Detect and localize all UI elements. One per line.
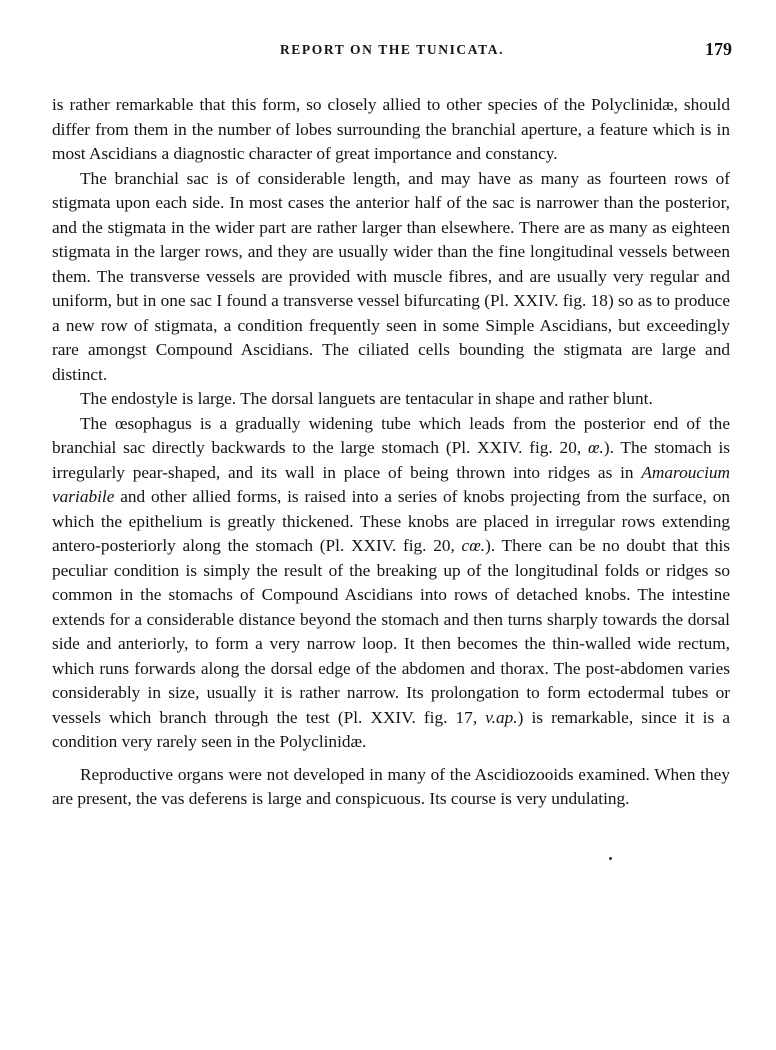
text-run: The endostyle is large. The dorsal languets are tentacular in shape and rather blunt.	[80, 389, 653, 408]
text-run: ) is remarkable, since it is a condition very rarely seen in the Polyclinidæ.	[52, 707, 730, 751]
paragraph-continued-lobes	[52, 93, 730, 167]
print-speck	[609, 857, 612, 860]
text-run: The branchial sac is of considerable length, and may have as many as fourteen rows of stigmata upon each side. In most cases the anterior half of the sac is narrower than the posterior, and the stigmata in the wider part are rather larger than elsewhere. There are as many as eighteen stigmata in the larger rows, and they are usually wider than the fine longitudinal vessels between them. The transverse vessels are provided with muscle fibres, and are usually very regular and uniform, but in one sac I found a transverse vessel bifurcating (Pl. XXIV. fig. 18) so as to produce a new row of stigmata, a condition frequently seen in some Simple Ascidians, but exceedingly rare amongst Compound Ascidians. The ciliated cells bounding the stigmata are large and distinct.	[52, 168, 730, 384]
body-text	[52, 93, 730, 812]
figure-label-italic: œ.	[587, 438, 604, 457]
paragraph-endostyle	[52, 387, 730, 412]
text-run: is rather remarkable that this form, so closely allied to other species of the Polyclinidæ, should differ from them in the number of lobes surrounding the branchial aperture, a feature which is in most Ascidians a diagnostic character of great importance and constancy.	[52, 95, 730, 163]
running-title: REPORT ON THE TUNICATA.	[279, 42, 505, 57]
figure-label-italic: cœ.	[461, 536, 486, 555]
page-header	[52, 39, 732, 66]
text-run: ). There can be no doubt that this peculiar condition is simply the result of the breaking up of the longitudinal folds or ridges so common in the stomachs of Compound Ascidians into rows of detached knobs. The intestine extends for a considerable distance beyond the stomach and then turns sharply towards the dorsal side and anteriorly, to form a very narrow loop. It then becomes the thin-walled wide rectum, which runs forwards along the dorsal edge of the abdomen and thorax. The post-abdomen varies considerably in size, usually it is rather narrow. Its prolongation to form ectodermal tubes or vessels which branch through the test (Pl. XXIV. fig. 17,	[52, 536, 730, 727]
paragraph-reproductive-organs	[52, 763, 730, 812]
paragraph-branchial-sac	[52, 167, 730, 388]
figure-label-italic: v.ap.	[485, 707, 518, 727]
species-name-italic: Amaroucium variabile	[52, 462, 730, 506]
text-run: Reproductive organs were not developed in many of the Ascidiozooids examined. When they are present, the vas deferens is large and conspicuous. Its course is very undulating.	[52, 764, 730, 808]
text-run: ). The stomach is irregularly pear-shaped, and its wall in place of being thrown into ridges as in	[52, 438, 730, 482]
paragraph-oesophagus	[52, 412, 730, 755]
text-run: The œsophagus is a gradually widening tube which leads from the posterior end of the branchial sac directly backwards to the large stomach (Pl. XXIV. fig. 20,	[52, 413, 730, 457]
text-run: and other allied forms, is raised into a series of knobs projecting from the surface, on which the epithelium is greatly thickened. These knobs are placed in irregular rows extending antero-posteriorly along the stomach (Pl. XXIV. fig. 20,	[52, 487, 730, 555]
page-number: 179	[705, 39, 732, 59]
